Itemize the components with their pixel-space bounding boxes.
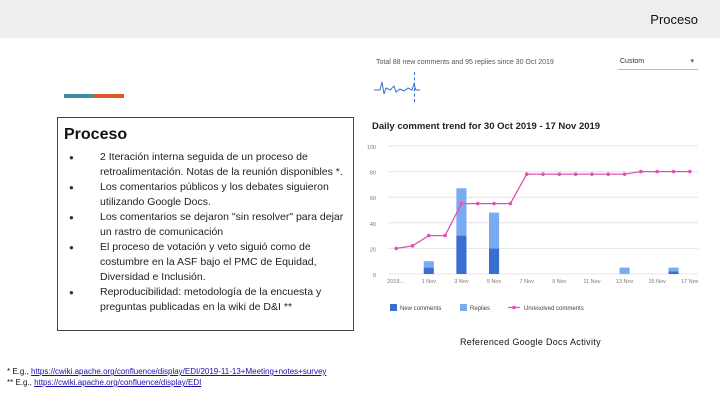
bullet-text: 2 Iteración interna seguida de un proceso de retroalimentación. Notas de la reunión disponibles *. <box>100 151 343 178</box>
bullet-item <box>66 210 351 240</box>
bullet-item <box>66 180 351 210</box>
y-tick-label: 20 <box>369 247 376 254</box>
point-unresolved-comments <box>394 247 398 251</box>
x-tick-label: 2019… <box>387 279 406 285</box>
legend-label: Replies <box>470 306 491 312</box>
content-box <box>57 117 354 331</box>
bullet-icon: ● <box>69 288 74 297</box>
legend-label: Unresolved comments <box>524 306 584 312</box>
y-tick-label: 40 <box>369 221 376 228</box>
point-unresolved-comments <box>427 234 431 238</box>
point-unresolved-comments <box>688 170 692 174</box>
point-unresolved-comments <box>574 172 578 176</box>
y-tick-label: 0 <box>372 273 376 279</box>
footnote-2-link[interactable]: https://cwiki.apache.org/confluence/display/EDI <box>34 378 202 387</box>
bullet-item <box>66 150 351 180</box>
bullet-text: El proceso de votación y veto siguió como de costumbre en la ASF bajo el PMC de Equidad, Diversidad e Inclusión. <box>100 241 317 283</box>
accent-bar-orange <box>94 94 124 98</box>
point-unresolved-comments <box>590 172 594 176</box>
point-unresolved-comments <box>672 170 676 174</box>
footnote-2-prefix: ** E.g., <box>7 378 32 387</box>
point-unresolved-comments <box>623 172 627 176</box>
legend-swatch-marker <box>512 306 516 310</box>
daily-comment-chart <box>360 136 705 326</box>
legend-label: New comments <box>400 306 442 312</box>
bar-replies <box>668 268 678 272</box>
bar-replies <box>489 213 499 249</box>
x-tick-label: 7 Nov <box>519 279 534 285</box>
y-tick-label: 100 <box>366 145 376 151</box>
top-banner <box>0 0 720 38</box>
bullet-list <box>66 150 351 315</box>
box-title: Proceso <box>64 126 128 143</box>
date-range-select[interactable] <box>618 54 698 70</box>
x-tick-label: 5 Nov <box>486 279 502 285</box>
legend-swatch <box>460 304 467 311</box>
footnotes <box>7 366 326 388</box>
bullet-item <box>66 240 351 285</box>
footnote-1 <box>7 366 326 377</box>
bullet-icon: ● <box>69 243 74 252</box>
bullet-text: Los comentarios públicos y los debates siguieron utilizando Google Docs. <box>100 181 329 208</box>
legend-swatch <box>390 304 397 311</box>
point-unresolved-comments <box>558 172 562 176</box>
bullet-item <box>66 285 351 315</box>
bullet-icon: ● <box>69 153 74 162</box>
bullet-icon: ● <box>69 183 74 192</box>
activity-summary: Total 88 new comments and 95 replies since 30 Oct 2019 <box>376 59 554 66</box>
point-unresolved-comments <box>492 202 496 206</box>
footnote-1-link[interactable]: https://cwiki.apache.org/confluence/display/EDI/2019-11-13+Meeting+notes+survey <box>31 367 327 376</box>
sparkline-range-marker <box>414 72 415 102</box>
point-unresolved-comments <box>460 202 464 206</box>
x-tick-label: 3 Nov <box>454 279 469 285</box>
x-tick-label: 17 Nov <box>681 279 699 285</box>
point-unresolved-comments <box>639 170 643 174</box>
slide-title: Proceso <box>650 12 698 27</box>
bar-new-comments <box>456 236 466 274</box>
point-unresolved-comments <box>476 202 480 206</box>
bar-new-comments <box>668 271 678 274</box>
footnote-1-prefix: * E.g., <box>7 367 29 376</box>
x-tick-label: 13 Nov <box>615 279 634 285</box>
point-unresolved-comments <box>411 244 415 248</box>
bar-replies <box>620 268 630 274</box>
x-tick-label: 1 Nov <box>421 279 436 285</box>
x-tick-label: 11 Nov <box>583 279 601 285</box>
bar-new-comments <box>424 268 434 274</box>
point-unresolved-comments <box>525 172 529 176</box>
point-unresolved-comments <box>655 170 659 174</box>
chart-title: Daily comment trend for 30 Oct 2019 - 17 Nov 2019 <box>372 121 601 132</box>
bar-replies <box>424 261 434 267</box>
point-unresolved-comments <box>443 234 447 238</box>
bar-new-comments <box>489 248 499 274</box>
point-unresolved-comments <box>541 172 545 176</box>
x-tick-label: 15 Nov <box>648 279 666 285</box>
footnote-2 <box>7 377 326 388</box>
point-unresolved-comments <box>606 172 610 176</box>
bullet-text: Reproducibilidad: metodología de la encuesta y preguntas publicadas en la wiki de D&I ** <box>100 286 322 313</box>
accent-bar-teal <box>64 94 94 98</box>
line-unresolved-comments <box>396 172 690 249</box>
chart-caption: Referenced Google Docs Activity <box>460 337 601 347</box>
date-range-value: Custom <box>620 58 645 65</box>
chevron-down-icon: ▾ <box>690 58 694 65</box>
y-tick-label: 60 <box>369 196 376 203</box>
bullet-text: Los comentarios se dejaron "sin resolver" para dejar un rastro de comunicación <box>100 211 344 238</box>
bullet-icon: ● <box>69 213 74 222</box>
x-tick-label: 9 Nov <box>552 279 567 285</box>
point-unresolved-comments <box>509 202 513 206</box>
y-tick-label: 80 <box>369 170 376 177</box>
